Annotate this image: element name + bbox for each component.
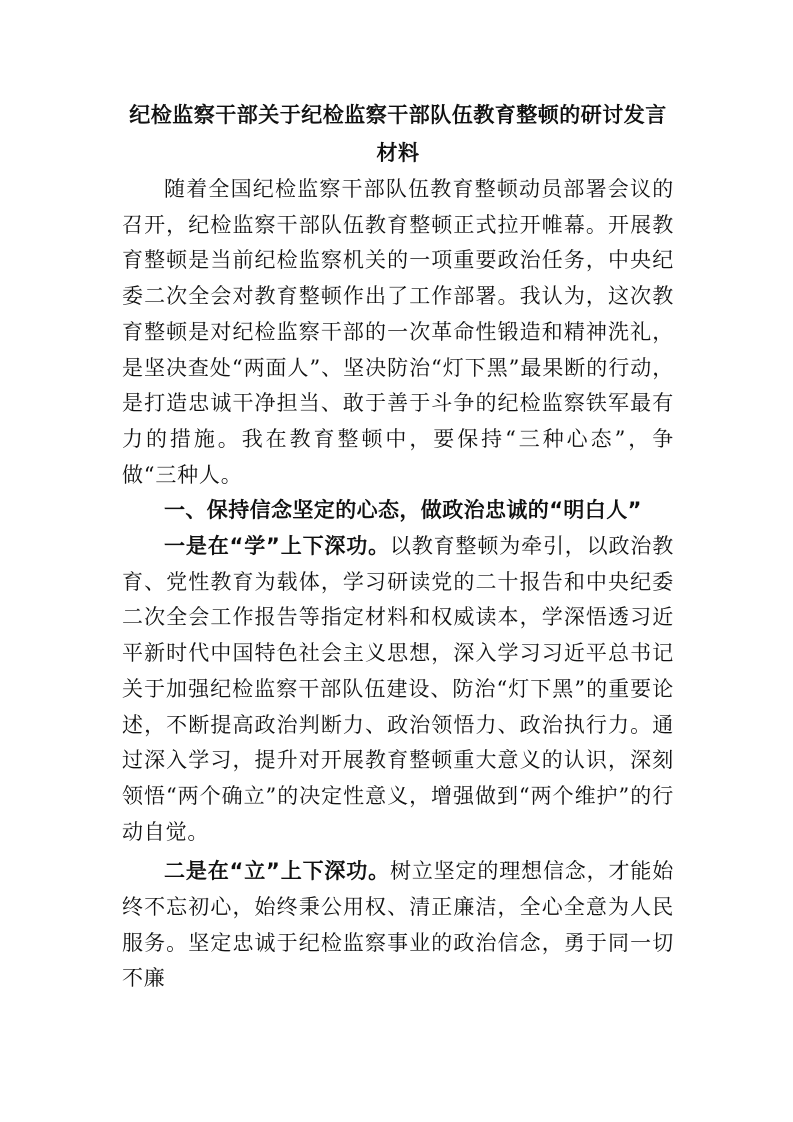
intro-paragraph: 随着全国纪检监察干部队伍教育整顿动员部署会议的召开，纪检监察干部队伍教育整顿正式拉开帷幕。开展教育整顿是当前纪检监察机关的一项重要政治任务，中央纪委二次全会对教育整顿作出了工作部署。我认为，这次教育整顿是对纪检监察干部的一次革命性锻造和精神洗礼，是坚决查处“两面人”、坚决防治“灯下黑”最果断的行动，是打造忠诚干净担当、敢于善于斗争的纪检监察铁军最有力的措施。我在教育整顿中，要保持“三种心态”，争做“三种人。 xyxy=(122,177,674,487)
paragraph-establish-lead: 二是在“立”上下深功。 xyxy=(164,859,390,884)
paragraph-study xyxy=(122,529,674,850)
paragraph-study-lead: 一是在“学”上下深功。 xyxy=(164,534,390,559)
paragraph-study-body: 以教育整顿为牵引，以政治教育、党性教育为载体，学习研读党的二十报告和中央纪委二次全会工作报告等指定材料和权威读本，学深悟透习近平新时代中国特色社会主义思想，深入学习习近平总书记关于加强纪检监察干部队伍建设、防治“灯下黑”的重要论述，不断提高政治判断力、政治领悟力、政治执行力。通过深入学习，提升对开展教育整顿重大意义的认识，深刻领悟“两个确立”的决定性意义，增强做到“两个维护”的行动自觉。 xyxy=(122,534,675,844)
document-title xyxy=(122,96,674,172)
paragraph-establish xyxy=(122,854,674,997)
document-page xyxy=(122,96,674,997)
section-heading-1: 一、保持信念坚定的心态，做政治忠诚的“明白人” xyxy=(164,498,642,523)
paragraph-establish-body: 树立坚定的理想信念，才能始终不忘初心，始终秉公用权、清正廉洁，全心全意为人民服务。坚定忠诚于纪检监察事业的政治信念，勇于同一切不廉 xyxy=(122,859,675,991)
title-line-2: 材料 xyxy=(376,141,420,165)
title-line-1: 纪检监察干部关于纪检监察干部队伍教育整顿的研讨发言 xyxy=(129,103,667,127)
